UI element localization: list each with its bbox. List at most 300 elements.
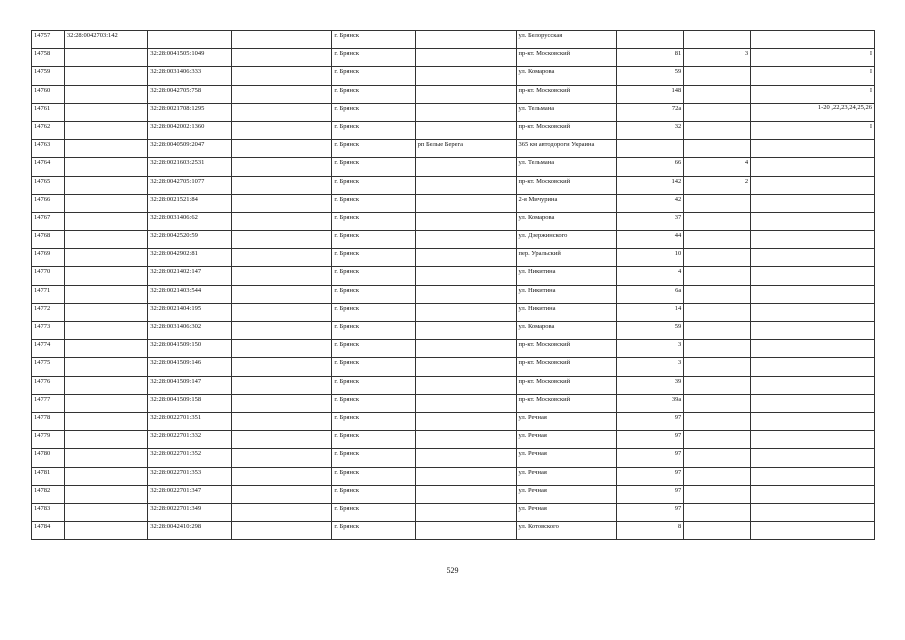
cell-street: ул. Речная [516, 412, 617, 430]
cell-building [684, 376, 751, 394]
cell-cadastral-number-a [64, 303, 147, 321]
cell-cadastral-number-b: 32:28:0022701:351 [148, 412, 231, 430]
cell-cadastral-number-a [64, 522, 147, 540]
cell-locality [415, 212, 516, 230]
cell-city: г. Брянск [332, 322, 415, 340]
cell-cadastral-number-b: 32:28:0042705:758 [148, 85, 231, 103]
cell-street: пр-кт. Московский [516, 176, 617, 194]
cell-cadastral-number-b: 32:28:0042902:81 [148, 249, 231, 267]
cell-city: г. Брянск [332, 194, 415, 212]
cell-city: г. Брянск [332, 140, 415, 158]
cell-flat [751, 431, 875, 449]
cell-flat [751, 285, 875, 303]
cell-city: г. Брянск [332, 394, 415, 412]
cell-cadastral-number-b: 32:28:0041505:1049 [148, 49, 231, 67]
table-row [32, 121, 875, 139]
cell-flat: I [751, 67, 875, 85]
table-row [32, 358, 875, 376]
cell-blank [231, 412, 332, 430]
register-table [31, 30, 875, 540]
cell-building [684, 522, 751, 540]
cell-locality [415, 358, 516, 376]
cell-city: г. Брянск [332, 49, 415, 67]
cell-flat [751, 158, 875, 176]
cell-blank [231, 467, 332, 485]
table-row [32, 340, 875, 358]
cell-city: г. Брянск [332, 376, 415, 394]
cell-cadastral-number-b: 32:28:0042410:298 [148, 522, 231, 540]
cell-building [684, 322, 751, 340]
cell-locality [415, 503, 516, 521]
table-row [32, 140, 875, 158]
cell-blank [231, 340, 332, 358]
cell-house: 97 [617, 412, 684, 430]
cell-house: 97 [617, 431, 684, 449]
table-row [32, 49, 875, 67]
cell-locality [415, 176, 516, 194]
cell-locality [415, 158, 516, 176]
cell-flat [751, 340, 875, 358]
cell-building [684, 85, 751, 103]
cell-blank [231, 31, 332, 49]
cell-flat [751, 31, 875, 49]
cell-record-number: 14784 [32, 522, 65, 540]
cell-house: 4 [617, 267, 684, 285]
cell-locality [415, 85, 516, 103]
table-row [32, 67, 875, 85]
cell-street: ул. Речная [516, 485, 617, 503]
cell-cadastral-number-a [64, 431, 147, 449]
table-row [32, 485, 875, 503]
cell-locality [415, 522, 516, 540]
cell-city: г. Брянск [332, 449, 415, 467]
cell-blank [231, 158, 332, 176]
table-row [32, 431, 875, 449]
cell-cadastral-number-a [64, 121, 147, 139]
cell-cadastral-number-a [64, 412, 147, 430]
cell-cadastral-number-b: 32:28:0021403:544 [148, 285, 231, 303]
cell-locality [415, 121, 516, 139]
cell-blank [231, 231, 332, 249]
cell-house: 59 [617, 322, 684, 340]
cell-cadastral-number-b [148, 31, 231, 49]
cell-street: пр-кт. Московский [516, 85, 617, 103]
cell-street: ул. Комарова [516, 212, 617, 230]
cell-house: 148 [617, 85, 684, 103]
cell-cadastral-number-a [64, 267, 147, 285]
table-row [32, 176, 875, 194]
cell-blank [231, 303, 332, 321]
cell-flat [751, 449, 875, 467]
cell-cadastral-number-b: 32:28:0041509:147 [148, 376, 231, 394]
cell-street: ул. Тельмана [516, 103, 617, 121]
table-row [32, 194, 875, 212]
cell-flat: I [751, 121, 875, 139]
cell-record-number: 14768 [32, 231, 65, 249]
table-row [32, 267, 875, 285]
cell-blank [231, 267, 332, 285]
cell-record-number: 14778 [32, 412, 65, 430]
cell-building [684, 485, 751, 503]
cell-flat [751, 249, 875, 267]
cell-blank [231, 376, 332, 394]
cell-building [684, 467, 751, 485]
cell-cadastral-number-a [64, 67, 147, 85]
cell-flat [751, 176, 875, 194]
cell-blank [231, 358, 332, 376]
cell-building [684, 249, 751, 267]
cell-record-number: 14779 [32, 431, 65, 449]
cell-city: г. Брянск [332, 467, 415, 485]
cell-house: 59 [617, 67, 684, 85]
table-row [32, 285, 875, 303]
cell-street: пр-кт. Московский [516, 358, 617, 376]
cell-building [684, 503, 751, 521]
cell-building: 4 [684, 158, 751, 176]
cell-building [684, 412, 751, 430]
cell-house: 66 [617, 158, 684, 176]
cell-street: 365 км автодороги Украина [516, 140, 617, 158]
cell-street: ул. Никитина [516, 303, 617, 321]
cell-record-number: 14770 [32, 267, 65, 285]
cell-record-number: 14762 [32, 121, 65, 139]
cell-flat [751, 140, 875, 158]
cell-building [684, 121, 751, 139]
cell-locality [415, 376, 516, 394]
cell-record-number: 14781 [32, 467, 65, 485]
cell-record-number: 14780 [32, 449, 65, 467]
cell-blank [231, 322, 332, 340]
cell-record-number: 14767 [32, 212, 65, 230]
cell-cadastral-number-b: 32:28:0031406:302 [148, 322, 231, 340]
cell-blank [231, 140, 332, 158]
cell-locality [415, 285, 516, 303]
cell-house: 72а [617, 103, 684, 121]
cell-record-number: 14771 [32, 285, 65, 303]
cell-cadastral-number-a [64, 194, 147, 212]
cell-cadastral-number-a [64, 340, 147, 358]
cell-house: 142 [617, 176, 684, 194]
cell-cadastral-number-b: 32:28:0042520:59 [148, 231, 231, 249]
cell-flat [751, 412, 875, 430]
table-row [32, 412, 875, 430]
cell-record-number: 14776 [32, 376, 65, 394]
cell-house: 97 [617, 485, 684, 503]
cell-city: г. Брянск [332, 485, 415, 503]
cell-house: 3 [617, 358, 684, 376]
cell-blank [231, 85, 332, 103]
cell-city: г. Брянск [332, 358, 415, 376]
cell-house: 14 [617, 303, 684, 321]
cell-flat [751, 231, 875, 249]
table-row [32, 31, 875, 49]
cell-flat [751, 322, 875, 340]
cell-city: г. Брянск [332, 412, 415, 430]
cell-cadastral-number-b: 32:28:0031406:62 [148, 212, 231, 230]
cell-cadastral-number-b: 32:28:0022701:353 [148, 467, 231, 485]
table-row [32, 394, 875, 412]
cell-cadastral-number-b: 32:28:0021402:147 [148, 267, 231, 285]
cell-locality [415, 49, 516, 67]
table-row [32, 522, 875, 540]
cell-city: г. Брянск [332, 85, 415, 103]
cell-city: г. Брянск [332, 503, 415, 521]
cell-record-number: 14758 [32, 49, 65, 67]
cell-cadastral-number-a [64, 212, 147, 230]
cell-cadastral-number-b: 32:28:0040509:2047 [148, 140, 231, 158]
cell-street: пр-кт. Московский [516, 340, 617, 358]
cell-building [684, 358, 751, 376]
cell-city: г. Брянск [332, 231, 415, 249]
cell-locality [415, 485, 516, 503]
table-row [32, 212, 875, 230]
cell-city: г. Брянск [332, 340, 415, 358]
cell-record-number: 14757 [32, 31, 65, 49]
cell-building [684, 67, 751, 85]
cell-street: ул. Белорусская [516, 31, 617, 49]
cell-record-number: 14774 [32, 340, 65, 358]
cell-locality: рп Белые Берега [415, 140, 516, 158]
cell-blank [231, 431, 332, 449]
cell-cadastral-number-a [64, 485, 147, 503]
cell-cadastral-number-b: 32:28:0042705:1077 [148, 176, 231, 194]
cell-house: 8 [617, 522, 684, 540]
cell-house: 6а [617, 285, 684, 303]
cell-cadastral-number-b: 32:28:0021708:1295 [148, 103, 231, 121]
cell-flat [751, 303, 875, 321]
cell-cadastral-number-a [64, 394, 147, 412]
cell-city: г. Брянск [332, 67, 415, 85]
cell-blank [231, 212, 332, 230]
cell-house [617, 140, 684, 158]
cell-record-number: 14759 [32, 67, 65, 85]
table-row [32, 503, 875, 521]
cell-building [684, 340, 751, 358]
cell-record-number: 14775 [32, 358, 65, 376]
cell-street: ул. Дзержинского [516, 231, 617, 249]
cell-locality [415, 103, 516, 121]
cell-blank [231, 503, 332, 521]
cell-cadastral-number-a [64, 158, 147, 176]
cell-house: 10 [617, 249, 684, 267]
cell-cadastral-number-b: 32:28:0041509:150 [148, 340, 231, 358]
cell-locality [415, 340, 516, 358]
cell-record-number: 14782 [32, 485, 65, 503]
cell-record-number: 14769 [32, 249, 65, 267]
cell-blank [231, 176, 332, 194]
cell-city: г. Брянск [332, 267, 415, 285]
register-body [32, 31, 875, 540]
cell-house: 97 [617, 449, 684, 467]
cell-record-number: 14760 [32, 85, 65, 103]
cell-house: 37 [617, 212, 684, 230]
cell-house: 97 [617, 467, 684, 485]
cell-street: ул. Комарова [516, 322, 617, 340]
cell-flat [751, 394, 875, 412]
cell-building [684, 194, 751, 212]
cell-cadastral-number-b: 32:28:0022701:352 [148, 449, 231, 467]
cell-cadastral-number-b: 32:28:0022701:349 [148, 503, 231, 521]
cell-street: ул. Речная [516, 449, 617, 467]
cell-street: пр-кт. Московский [516, 376, 617, 394]
cell-locality [415, 394, 516, 412]
cell-street: ул. Речная [516, 467, 617, 485]
cell-cadastral-number-a [64, 449, 147, 467]
cell-flat [751, 485, 875, 503]
cell-cadastral-number-b: 32:28:0041509:146 [148, 358, 231, 376]
cell-blank [231, 67, 332, 85]
cell-flat [751, 194, 875, 212]
cell-record-number: 14765 [32, 176, 65, 194]
cell-cadastral-number-a [64, 503, 147, 521]
cell-record-number: 14783 [32, 503, 65, 521]
table-row [32, 322, 875, 340]
cell-cadastral-number-b: 32:28:0022701:347 [148, 485, 231, 503]
table-row [32, 231, 875, 249]
cell-record-number: 14766 [32, 194, 65, 212]
cell-cadastral-number-b: 32:28:0021603:2531 [148, 158, 231, 176]
cell-locality [415, 322, 516, 340]
cell-locality [415, 249, 516, 267]
cell-flat [751, 267, 875, 285]
cell-cadastral-number-a [64, 249, 147, 267]
cell-locality [415, 231, 516, 249]
cell-flat [751, 522, 875, 540]
cell-blank [231, 394, 332, 412]
cell-street: 2-я Мичурина [516, 194, 617, 212]
cell-record-number: 14773 [32, 322, 65, 340]
cell-blank [231, 103, 332, 121]
cell-cadastral-number-b: 32:28:0021404:195 [148, 303, 231, 321]
cell-street: пр-кт. Московский [516, 394, 617, 412]
cell-building [684, 394, 751, 412]
cell-cadastral-number-b: 32:28:0031406:333 [148, 67, 231, 85]
table-row [32, 158, 875, 176]
cell-city: г. Брянск [332, 31, 415, 49]
page-number: 529 [446, 566, 459, 575]
cell-city: г. Брянск [332, 303, 415, 321]
cell-record-number: 14763 [32, 140, 65, 158]
cell-flat: I [751, 85, 875, 103]
cell-street: ул. Тельмана [516, 158, 617, 176]
cell-building [684, 103, 751, 121]
cell-building: 2 [684, 176, 751, 194]
cell-locality [415, 449, 516, 467]
cell-flat [751, 503, 875, 521]
cell-street: ул. Никитина [516, 267, 617, 285]
cell-cadastral-number-a [64, 85, 147, 103]
table-row [32, 103, 875, 121]
cell-street: ул. Котовского [516, 522, 617, 540]
cell-locality [415, 303, 516, 321]
cell-building [684, 212, 751, 230]
cell-flat [751, 467, 875, 485]
cell-blank [231, 121, 332, 139]
cell-blank [231, 285, 332, 303]
cell-street: пр-кт. Московский [516, 121, 617, 139]
cell-street: ул. Речная [516, 503, 617, 521]
cell-building [684, 31, 751, 49]
cell-city: г. Брянск [332, 176, 415, 194]
cell-house [617, 31, 684, 49]
cell-cadastral-number-a [64, 103, 147, 121]
cell-street: пр-кт. Московский [516, 49, 617, 67]
cell-house: 81 [617, 49, 684, 67]
cell-blank [231, 485, 332, 503]
cell-building [684, 449, 751, 467]
cell-house: 44 [617, 231, 684, 249]
cell-cadastral-number-a [64, 376, 147, 394]
cell-city: г. Брянск [332, 212, 415, 230]
cell-record-number: 14777 [32, 394, 65, 412]
cell-locality [415, 67, 516, 85]
cell-building [684, 303, 751, 321]
cell-locality [415, 431, 516, 449]
cell-city: г. Брянск [332, 522, 415, 540]
table-row [32, 249, 875, 267]
cell-city: г. Брянск [332, 103, 415, 121]
cell-record-number: 14764 [32, 158, 65, 176]
cell-cadastral-number-a [64, 49, 147, 67]
table-row [32, 449, 875, 467]
cell-building [684, 285, 751, 303]
cell-flat [751, 376, 875, 394]
cell-blank [231, 49, 332, 67]
cell-cadastral-number-a [64, 358, 147, 376]
cell-cadastral-number-b: 32:28:0042002:1360 [148, 121, 231, 139]
table-row [32, 376, 875, 394]
cell-building [684, 267, 751, 285]
cell-house: 39 [617, 376, 684, 394]
cell-cadastral-number-b: 32:28:0041509:158 [148, 394, 231, 412]
cell-record-number: 14761 [32, 103, 65, 121]
cell-cadastral-number-a [64, 467, 147, 485]
cell-flat [751, 358, 875, 376]
cell-flat: I [751, 49, 875, 67]
cell-house: 97 [617, 503, 684, 521]
cell-cadastral-number-b: 32:28:0022701:332 [148, 431, 231, 449]
cell-street: ул. Никитина [516, 285, 617, 303]
cell-blank [231, 194, 332, 212]
cell-blank [231, 249, 332, 267]
cell-house: 32 [617, 121, 684, 139]
cell-building: 3 [684, 49, 751, 67]
cell-locality [415, 467, 516, 485]
cell-locality [415, 31, 516, 49]
cell-building [684, 231, 751, 249]
table-row [32, 467, 875, 485]
cell-building [684, 431, 751, 449]
cell-flat [751, 212, 875, 230]
cell-building [684, 140, 751, 158]
cell-street: ул. Речная [516, 431, 617, 449]
cell-house: 42 [617, 194, 684, 212]
cell-locality [415, 267, 516, 285]
cell-city: г. Брянск [332, 431, 415, 449]
cell-cadastral-number-a [64, 322, 147, 340]
table-row [32, 85, 875, 103]
cell-city: г. Брянск [332, 121, 415, 139]
cell-flat: 1-20 ,22,23,24,25,26 [751, 103, 875, 121]
cell-cadastral-number-a [64, 285, 147, 303]
cell-street: ул. Комарова [516, 67, 617, 85]
cell-blank [231, 522, 332, 540]
cell-house: 39а [617, 394, 684, 412]
cell-city: г. Брянск [332, 249, 415, 267]
cell-city: г. Брянск [332, 158, 415, 176]
cell-city: г. Брянск [332, 285, 415, 303]
cell-locality [415, 412, 516, 430]
